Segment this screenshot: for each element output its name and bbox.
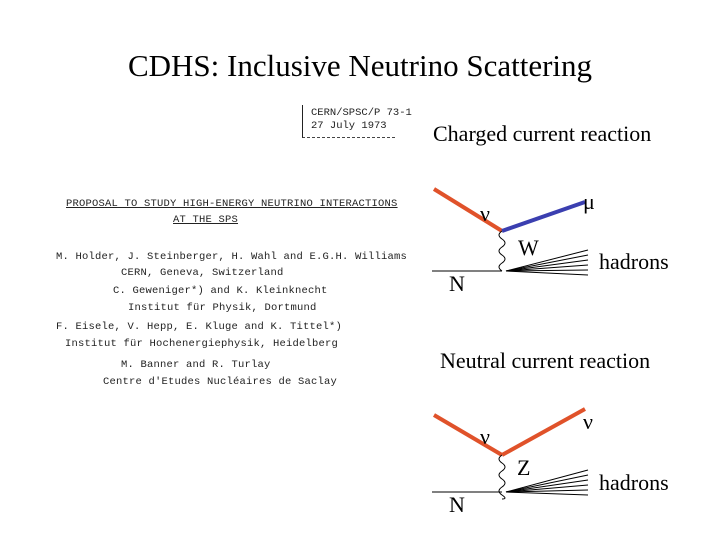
slide-title: CDHS: Inclusive Neutrino Scattering xyxy=(127,48,593,83)
neutral-z-boson-label: Z xyxy=(517,455,531,480)
outgoing-muon-line xyxy=(502,202,585,231)
charged-nucleon-label: N xyxy=(449,271,465,296)
neutral-current-heading: Neutral current reaction xyxy=(440,348,651,373)
neutral-nucleon-label: N xyxy=(449,492,465,517)
document-authors-dortmund: C. Geweniger*) and K. Kleinknecht xyxy=(113,285,328,297)
incoming-neutrino-line xyxy=(434,189,502,231)
outgoing-neutrino-line xyxy=(502,409,585,455)
charged-muon-label: μ xyxy=(583,189,595,214)
neutral-current-diagram xyxy=(432,409,588,499)
charged-w-boson-label: W xyxy=(518,235,539,260)
document-institute-dortmund: Institut für Physik, Dortmund xyxy=(128,302,317,314)
charged-current-diagram xyxy=(432,189,588,275)
neutral-hadrons-label: hadrons xyxy=(599,470,669,495)
charged-current-heading: Charged current reaction xyxy=(433,121,652,146)
document-institute-heidelberg: Institut für Hochenergiephysik, Heidelberg xyxy=(65,338,339,350)
document-authors-cern: M. Holder, J. Steinberger, H. Wahl and E.G.H. Williams xyxy=(56,251,408,263)
document-authors-saclay: M. Banner and R. Turlay xyxy=(121,359,271,371)
document-institute-saclay: Centre d'Etudes Nucléaires de Saclay xyxy=(103,376,338,388)
document-heading-sub: AT THE SPS xyxy=(173,214,239,226)
document-date: 27 July 1973 xyxy=(311,120,387,132)
neutral-incoming-neutrino-label: ν xyxy=(480,424,490,449)
document-reference: CERN/SPSC/P 73-1 xyxy=(311,107,412,119)
document-heading: PROPOSAL TO STUDY HIGH-ENERGY NEUTRINO INTERACTIONS xyxy=(66,198,398,210)
document-authors-heidelberg: F. Eisele, V. Hepp, E. Kluge and K. Tittel*) xyxy=(56,321,343,333)
w-boson-propagator xyxy=(499,231,505,271)
document-institute-cern: CERN, Geneva, Switzerland xyxy=(121,267,284,279)
incoming-neutrino-line xyxy=(434,415,502,455)
charged-incoming-neutrino-label: ν xyxy=(480,201,490,226)
charged-hadrons-label: hadrons xyxy=(599,249,669,274)
neutral-outgoing-neutrino-label: ν xyxy=(583,409,593,434)
